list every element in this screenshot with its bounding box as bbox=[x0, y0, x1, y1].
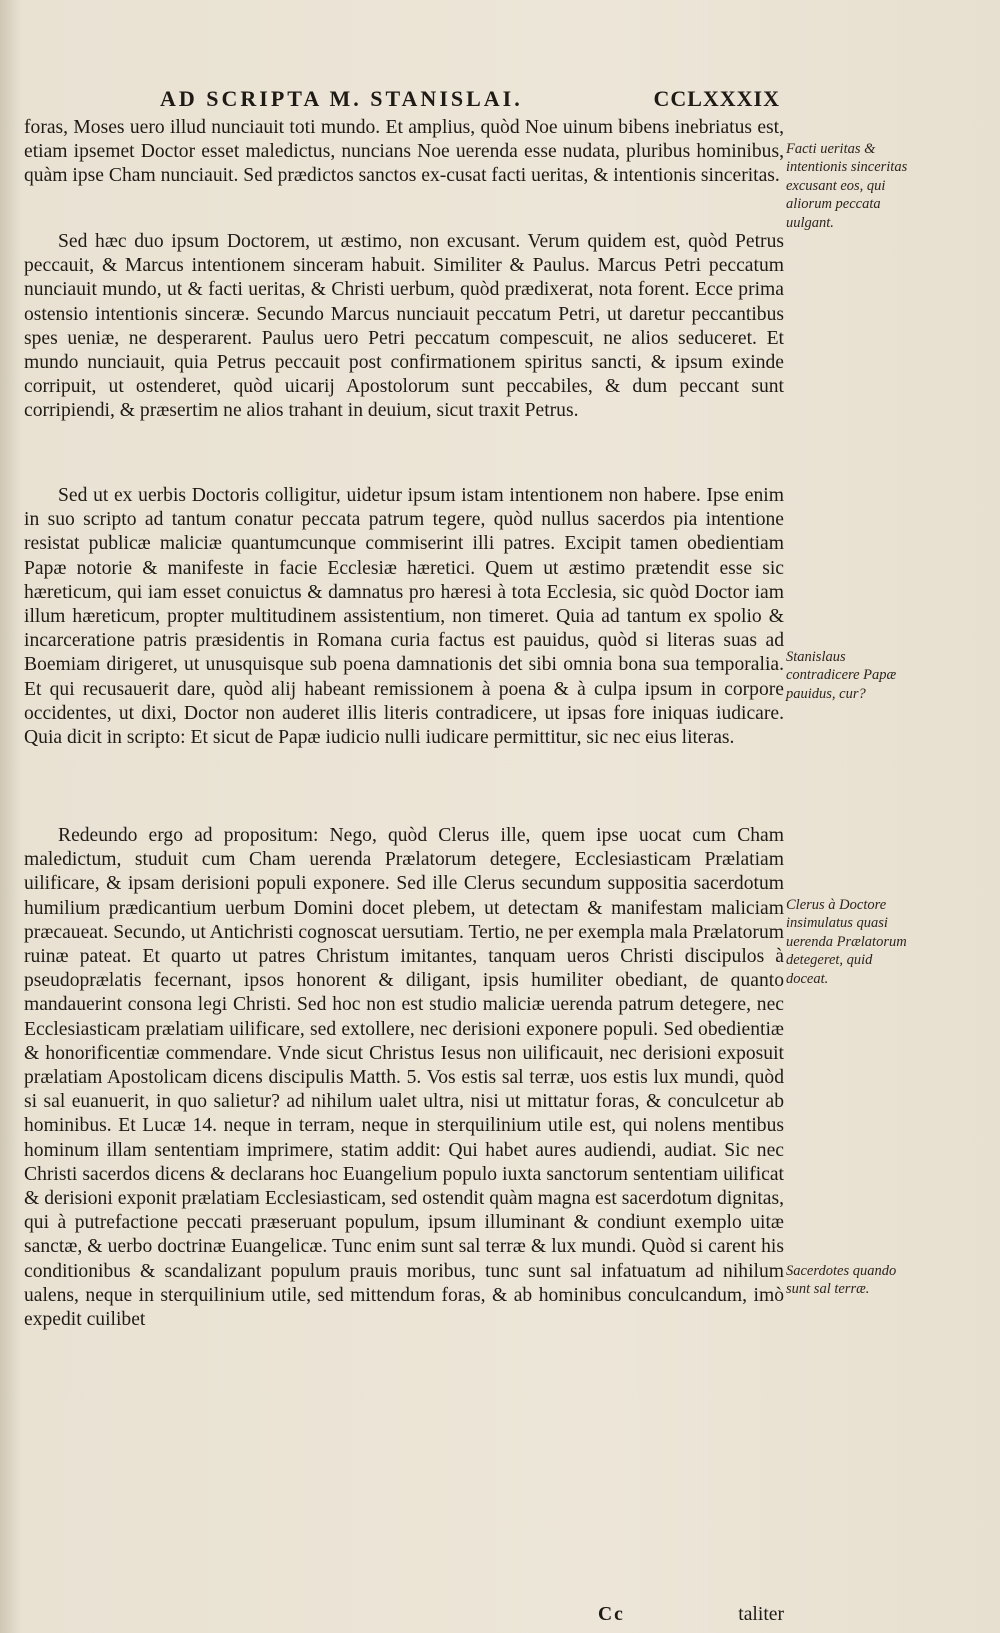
signature-mark: Cc bbox=[598, 1604, 625, 1625]
text-paragraph-2 bbox=[24, 230, 784, 450]
paragraph-text: Sed ut ex uerbis Doctoris colligitur, uidetur ipsum istam intentionem non habere. Ipse enim in suo scripto ad tantum conatur peccata patrum tegere, quòd nullus sacerdos pia intentione resistat publicæ maliciæ quantumcunque commiserint illi patres. Excipit tamen obedientiam Papæ notorie & manifeste in facie Ecclesiæ hæretici. Quem ut æstimo prætendit esse sic hæreticum, qui iam esset conuictus & damnatus pro hæresi à tota Ecclesia, sic quòd Doctor iam illum hæreticum, propter multitudinem assistentium, non timeret. Quia ad tantum ex spolio & incarceratione patris præsidentis in Romana curia factus est pauidus, quòd si literas suas ad Boemiam dirigeret, ut unusquisque sub poena damnationis det sibi omnia bona sua temporalia. Et qui recusauerit dare, quòd alij habeant remissionem à poena & à culpa ipsum in corpore occidentes, ut dixi, Doctor non auderet illis literis contradicere, ut ipsas fore iniquas iudicare. Quia dicit in scripto: Et sicut de Papæ iudicio nulli iudicare permittitur, sic nec eius literas. bbox=[24, 485, 784, 749]
folio-number: CCLXXXIX bbox=[653, 86, 780, 111]
running-header bbox=[160, 86, 780, 116]
paragraph-text: foras, Moses uero illud nunciauit toti mundo. Et amplius, quòd Noe uinum bibens inebriatus est, etiam ipsemet Doctor esset maledictus, nuncians Noe uerenda esse nudata, pluribus hominibus, quàm ipse Cham nunciauit. Sed prædictos sanctos ex-cusat facti ueritas, & intentionis sinceritas. bbox=[24, 117, 784, 187]
text-paragraph-4 bbox=[24, 824, 784, 1600]
margin-note-3: Clerus à Doctore insimulatus quasi uerenda Prælatorum detegeret, quid doceat. bbox=[786, 897, 907, 987]
text-paragraph-3 bbox=[24, 484, 784, 800]
catchword: taliter bbox=[738, 1604, 784, 1625]
running-title: AD SCRIPTA M. STANISLAI. bbox=[160, 86, 523, 111]
page-footer bbox=[24, 1604, 784, 1630]
paragraph-text: Sed hæc duo ipsum Doctorem, ut æstimo, non excusant. Verum quidem est, quòd Petrus peccauit, & Marcus intentionem sinceram habuit. Similiter & Paulus. Marcus Petri peccatum nunciauit mundo, ut & facti ueritas, & Christi uerbum, quòd prædixerat, nota forent. Ecce prima ostensio intentionis sinceræ. Secundo Marcus nunciauit peccatum Petri, ut daretur peccantibus spes ueniæ, ne desperarent. Paulus uero Petri peccatum compescuit, ne alios seduceret. Et mundo nunciauit, quia Petrus peccauit post confirmationem spiritus sancti, & ipsum exinde corripuit, ut ostenderet, quòd uicarij Apostolorum sunt peccabiles, & dum peccant sunt corripiendi, & præsertim ne alios trahant in deuium, sicut traxit Petrus. bbox=[24, 231, 784, 422]
text-paragraph-1 bbox=[24, 116, 784, 212]
paragraph-text: Redeundo ergo ad propositum: Nego, quòd Clerus ille, quem ipse uocat cum Cham maledictum, studuit cum Cham uerenda Prælatorum detegere, Ecclesiasticam Prælatiam uilificare, & ipsam derisioni populi exponere. Sed ille Clerus secundum suppositia sacerdotum humilium prædicantium uerbum Domini docet plebem, ut detectam & manifestam maliciam præcaueat. Secundo, ut Antichristi cognoscat uersutiam. Tertio, ne per exempla mala Prælatorum ruinæ pateat. Et quarto ut patres Christum imitantes, tanquam ueros Christi discipulos à pseudoprælatis fecernant, ipsos honorent & diligant, ipsis humiliter obediant, de quanto mandauerint consona legi Christi. Sed hoc non est studio maliciæ uerenda patrum detegere, nec Ecclesiasticam prælatiam uilificare, sed extollere, nec derisioni exponere populi. Sed obedientiæ & honorificentiæ commendare. Vnde sicut Christus Iesus non uilificauit, nec derisioni exposuit prælatiam Apostolicam dicens discipulis Matth. 5. Vos estis sal terræ, uos estis lux mundi, quòd si sal euanuerit, in quo salietur? ad nihilum ualet ultra, nisi ut mittatur foras, & conculcetur ab hominibus. Et Lucæ 14. neque in terram, neque in sterquilinium utile est, qui nolens mentibus hominum illam sententiam imprimere, statim addit: Qui habet aures audiendi, audiat. Sic nec Christi sacerdos dicens & declarans hoc Euangelium populo iuxta sanctorum sententiam uilificat & derisioni exponit prælatiam Ecclesiasticam, sed ostendit quàm magna est sacerdotum dignitas, qui à putrefactione peccati præseruant populum, ipsum illuminant & condiunt exemplo uitæ sanctæ, & uerbo doctrinæ Euangelicæ. Tunc enim sunt sal terræ & lux mundi. Quòd si carent his conditionibus & scandalizant populum prauis moribus, tunc sunt sal infatuatum ad nihilum ualens, neque in sterquilinium utile, sed mittendum foras, & ab hominibus conculcandum, imò expedit cuilibet bbox=[24, 825, 784, 1331]
margin-note-4: Sacerdotes quando sunt sal terræ. bbox=[786, 1263, 897, 1298]
margin-note-2: Stanislaus contradicere Papæ pauidus, cur? bbox=[786, 649, 897, 702]
margin-note-1: Facti ueritas & intentionis sinceritas excusant eos, qui aliorum peccata uulgant. bbox=[786, 141, 908, 231]
